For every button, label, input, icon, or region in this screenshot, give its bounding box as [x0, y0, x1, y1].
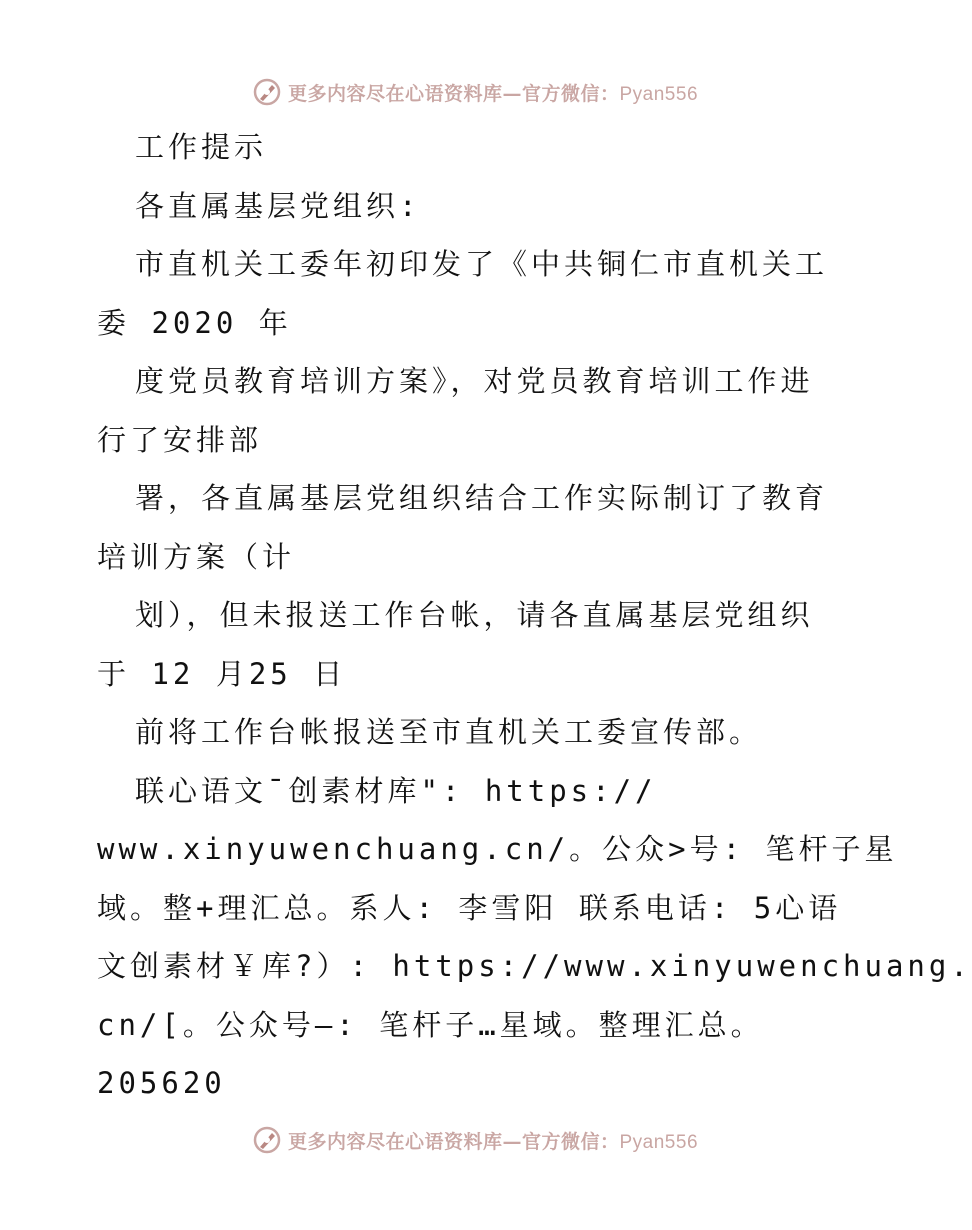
watermark-label: 更多内容尽在心语资料库—官方微信：	[287, 82, 620, 105]
doc-paragraph-line: 于 12 月25 日	[97, 656, 347, 691]
pen-logo-icon	[252, 77, 282, 107]
doc-paragraph-line: 前将工作台帐报送至市直机关工委宣传部。	[135, 715, 763, 749]
pen-logo-icon	[252, 1125, 282, 1155]
watermark-label: 更多内容尽在心语资料库—官方微信：	[287, 1130, 620, 1153]
doc-paragraph-line: 联心语文¯创素材库": https://	[135, 773, 657, 808]
watermark-header	[0, 72, 950, 112]
document-body	[97, 118, 972, 1113]
watermark-wechat-id: Pyan556	[619, 1131, 699, 1153]
doc-paragraph-line: 文创素材￥库?）: https://www.xinyuwenchuang.	[97, 949, 972, 983]
doc-paragraph-line: 划），但未报送工作台帐，请各直属基层党组织	[135, 598, 814, 632]
doc-paragraph-line: 培训方案（计	[97, 539, 296, 574]
doc-title: 工作提示	[135, 130, 268, 164]
doc-paragraph-line: 域。整+理汇总。系人: 李雪阳 联系电话: 5心语	[97, 890, 842, 925]
watermark-footer	[0, 1120, 950, 1160]
doc-paragraph-line: cn/[。公众号—: 笔杆子…星域。整理汇总。	[97, 1007, 764, 1042]
doc-paragraph-line: 署，各直属基层党组织结合工作实际制订了教育	[135, 481, 829, 515]
doc-paragraph-line: 205620	[97, 1066, 226, 1100]
doc-paragraph-line: 市直机关工委年初印发了《中共铜仁市直机关工	[135, 247, 829, 281]
doc-paragraph-line: www.xinyuwenchuang.cn/。公众>号: 笔杆子星	[97, 832, 898, 866]
watermark-wechat-id: Pyan556	[619, 83, 699, 105]
watermark-text	[288, 1127, 698, 1154]
doc-salutation: 各直属基层党组织:	[135, 188, 421, 223]
doc-paragraph-line: 委 2020 年	[97, 305, 292, 340]
watermark-text	[288, 79, 698, 106]
doc-paragraph-line: 行了安排部	[97, 422, 263, 457]
doc-paragraph-line: 度党员教育培训方案》，对党员教育培训工作进	[135, 364, 814, 398]
